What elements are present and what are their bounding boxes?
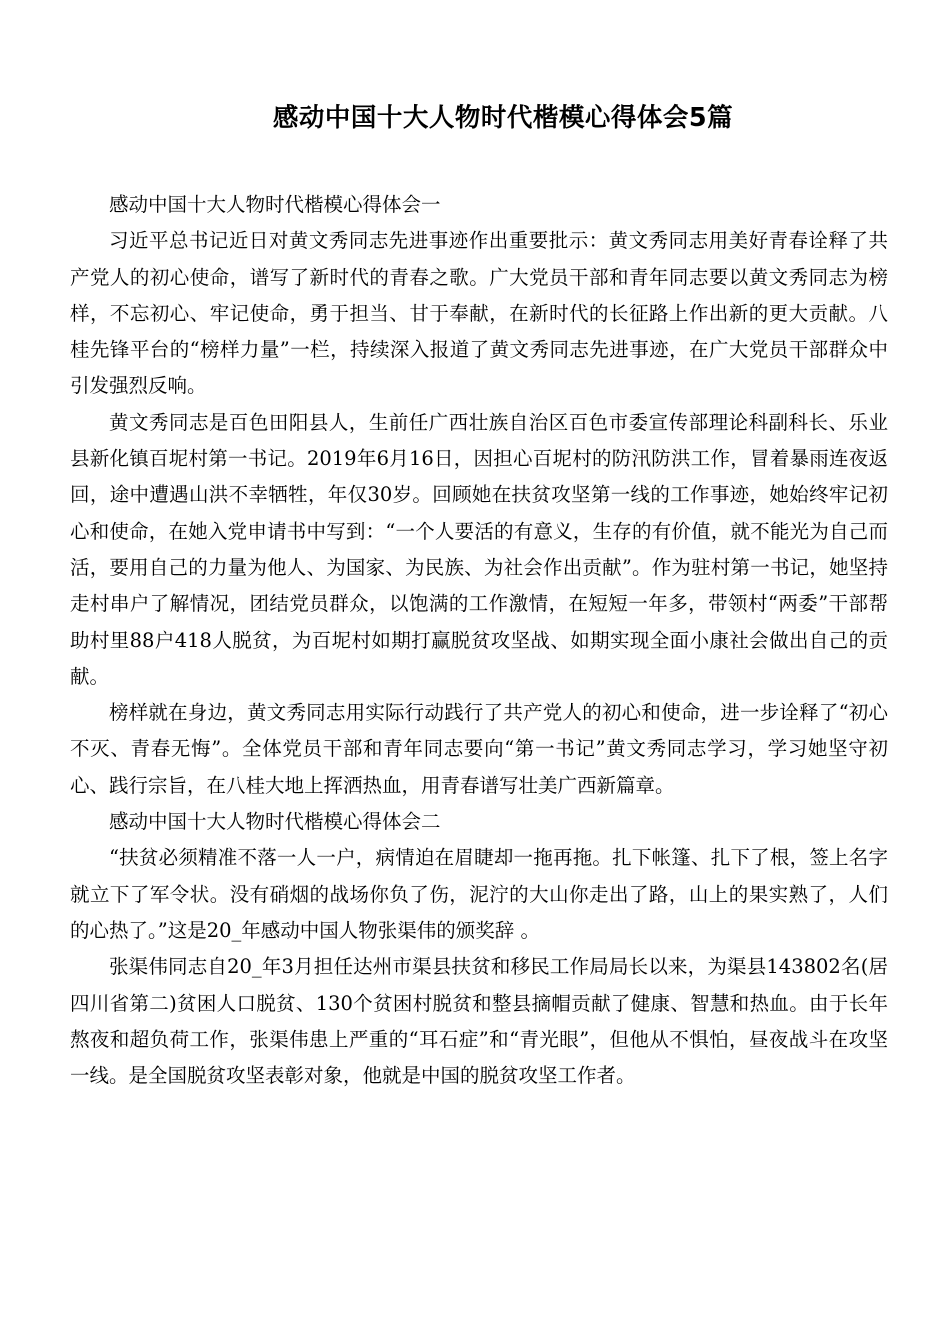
document-title: 感动中国十大人物时代楷模心得体会5篇 <box>272 103 734 133</box>
paragraph: 习近平总书记近日对黄文秀同志先进事迹作出重要批示：黄文秀同志用美好青春诠释了共产党人的初心使命，谱写了新时代的青春之歌。广大党员干部和青年同志要以黄文秀同志为榜样，不忘初心、牢记使命，勇于担当、甘于奉献，在新时代的长征路上作出新的更大贡献。八桂先锋平台的“榜样力量”一栏，持续深入报道了黄文秀同志先进事迹，在广大党员干部群众中引发强烈反响。 <box>70 229 888 398</box>
document-body <box>70 187 888 1094</box>
paragraph: “扶贫必须精准不落一人一户，病情迫在眉睫却一拖再拖。扎下帐篷、扎下了根，签上名字就立下了军令状。没有硝烟的战场你负了伤，泥泞的大山你走出了路，山上的果实熟了，人们的心热了。”这是20_年感动中国人物张渠伟的颁奖辞 。 <box>70 846 888 942</box>
paragraph: 张渠伟同志自20_年3月担任达州市渠县扶贫和移民工作局局长以来，为渠县143802名(居四川省第二)贫困人口脱贫、130个贫困村脱贫和整县摘帽贡献了健康、智慧和热血。由于长年熬夜和超负荷工作，张渠伟患上严重的“耳石症”和“青光眼”，但他从不惧怕，昼夜战斗在攻坚一线。是全国脱贫攻坚表彰对象，他就是中国的脱贫攻坚工作者。 <box>70 955 888 1088</box>
section-heading: 感动中国十大人物时代楷模心得体会二 <box>109 810 441 834</box>
paragraph: 榜样就在身边，黄文秀同志用实际行动践行了共产党人的初心和使命，进一步诠释了“初心不灭、青春无悔”。全体党员干部和青年同志要向“第一书记”黄文秀同志学习，学习她坚守初心、践行宗旨，在八桂大地上挥洒热血，用青春谱写壮美广西新篇章。 <box>70 701 888 797</box>
section-heading: 感动中国十大人物时代楷模心得体会一 <box>109 193 441 216</box>
document-page <box>70 0 888 1344</box>
paragraph: 黄文秀同志是百色田阳县人，生前任广西壮族自治区百色市委宣传部理论科副科长、乐业县新化镇百坭村第一书记。2019年6月16日，因担心百坭村的防汛防洪工作，冒着暴雨连夜返回，途中遭遇山洪不幸牺牲，年仅30岁。回顾她在扶贫攻坚第一线的工作事迹，她始终牢记初心和使命，在她入党申请书中写到：“一个人要活的有意义，生存的有价值，就不能光为自己而活，要用自己的力量为他人、为国家、为民族、为社会作出贡献”。作为驻村第一书记，她坚持走村串户了解情况，团结党员群众，以饱满的工作激情，在短短一年多，带领村“两委”干部帮助村里88户418人脱贫，为百坭村如期打赢脱贫攻坚战、如期实现全面小康社会做出自己的贡献。 <box>70 410 888 688</box>
